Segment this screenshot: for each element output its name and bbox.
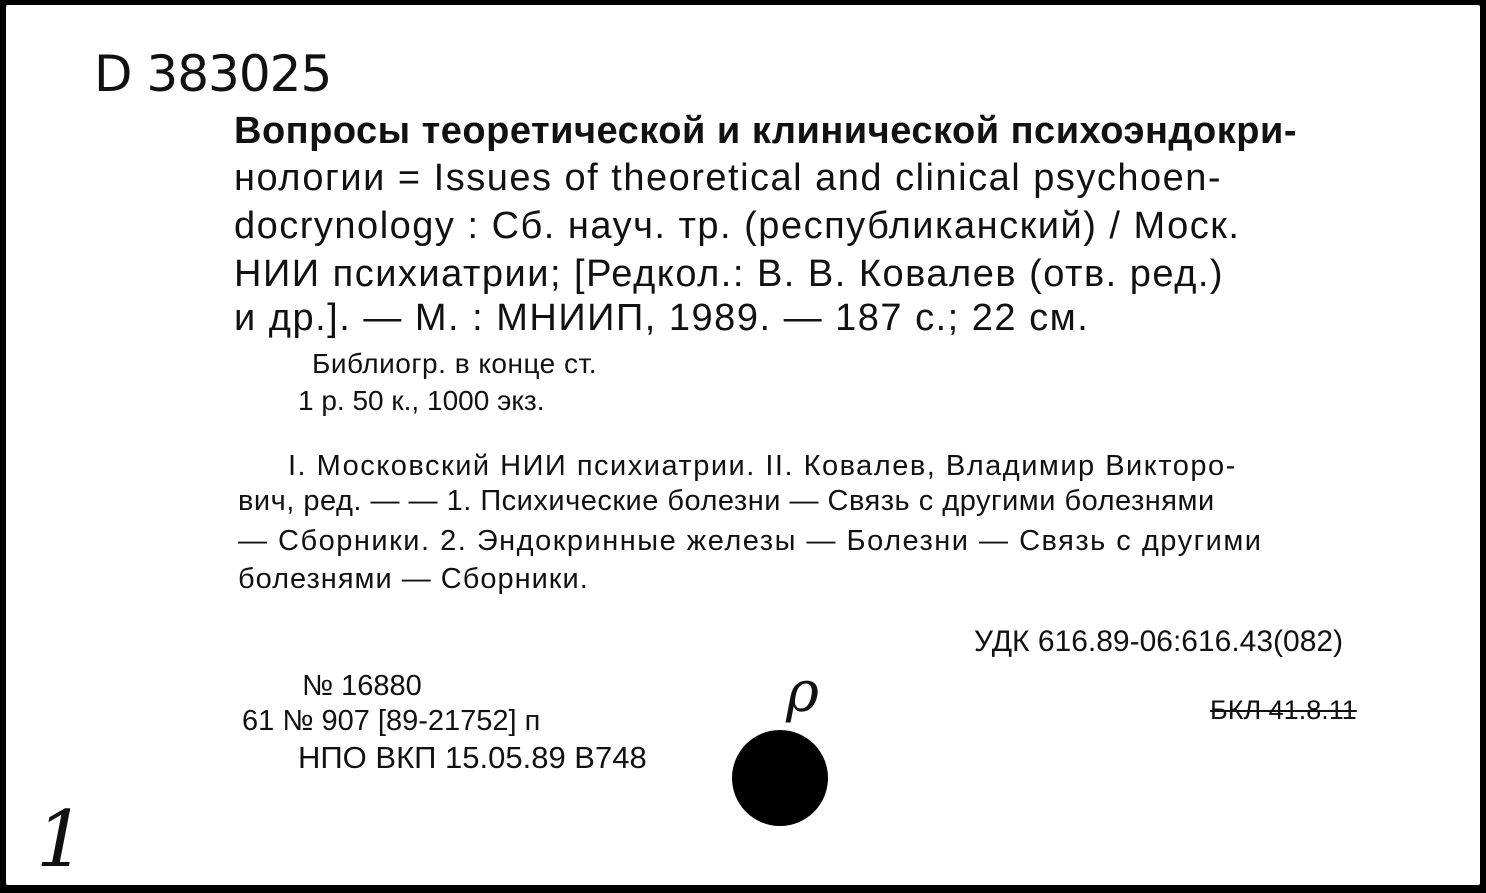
bibliography-note: Библиогр. в конце ст. bbox=[312, 348, 598, 379]
card-number: № 16880 bbox=[302, 670, 422, 702]
subject-line-4: болезнями — Сборники. bbox=[238, 563, 589, 595]
bkl-code: БКЛ 41.8.11 bbox=[1210, 695, 1357, 725]
catalog-card bbox=[6, 5, 1480, 885]
title-line-4: НИИ психиатрии; [Редкол.: В. В. Ковалев (отв. ред.) bbox=[234, 253, 1225, 295]
call-number: D 383025 bbox=[94, 45, 332, 103]
subject-line-1: I. Московский НИИ психиатрии. II. Ковалев, Владимир Викторо- bbox=[288, 450, 1237, 482]
title-line-1: Вопросы теоретической и клинической психоэндокри- bbox=[234, 110, 1297, 152]
udk-code: УДК 616.89-06:616.43(082) bbox=[974, 625, 1344, 658]
title-line-2: нологии = Issues of theoretical and clinical psychoen- bbox=[234, 157, 1223, 199]
subject-line-3: — Сборники. 2. Эндокринные железы — Болезни — Связь с другими bbox=[238, 525, 1263, 557]
title-line-5: и др.]. — М. : МНИИП, 1989. — 187 с.; 22 см. bbox=[234, 297, 1090, 339]
order-number: 61 № 907 [89-21752] п bbox=[242, 705, 541, 737]
black-dot-marker bbox=[732, 730, 828, 826]
handwritten-one: 1 bbox=[36, 795, 86, 885]
printer-info: НПО ВКП 15.05.89 В748 bbox=[298, 740, 647, 775]
price-note: 1 р. 50 к., 1000 экз. bbox=[298, 385, 545, 416]
title-line-3: docrynology : Сб. науч. тр. (республиканский) / Моск. bbox=[234, 205, 1241, 247]
handwritten-rho: ρ bbox=[786, 660, 819, 725]
subject-line-2: вич, ред. — — 1. Психические болезни — Связь с другими болезнями bbox=[238, 485, 1215, 517]
